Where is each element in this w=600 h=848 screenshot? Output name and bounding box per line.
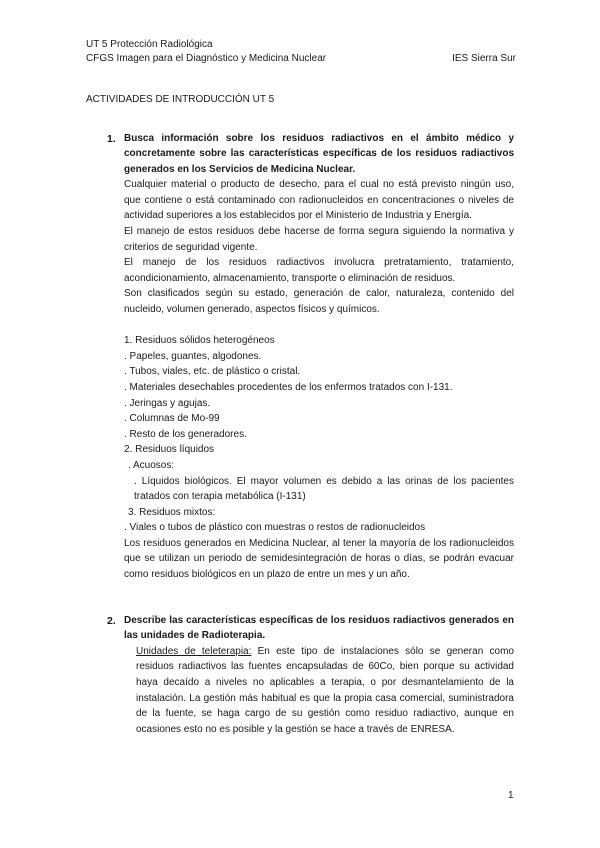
header-program: CFGS Imagen para el Diagnóstico y Medicina Nuclear [86, 53, 327, 64]
question-2-text: Describe las características específicas de los residuos radiactivos generados en las unidades de Radioterapia. [124, 615, 514, 642]
list-item: . Acuosos: [128, 459, 175, 471]
question-2-number: 2. [107, 615, 116, 627]
teletherapy-paragraph [124, 644, 514, 738]
page-number: 1 [508, 790, 514, 801]
question-2-section [124, 613, 514, 737]
teletherapy-label: Unidades de teleterapia: [136, 645, 252, 657]
list-item: 1. Residuos sólidos heterogéneos [124, 335, 275, 347]
q1-paragraph-definition: Cualquier material o producto de desecho, para el cual no está previsto ningún uso, que contiene o está contaminado con radionucleidos en concentraciones o niveles de actividad superiores a los establecidos por el Ministerio de Industria y Energía. [124, 179, 514, 222]
q1-paragraph-classification: Son clasificados según su estado, generación de calor, naturaleza, contenido del nucleido, volumen generado, aspectos físicos y químicos. [124, 288, 514, 315]
list-item: . Jeringas y agujas. [124, 397, 211, 409]
list-item: . Papeles, guantes, algodones. [124, 350, 262, 362]
question-1-section [124, 131, 514, 583]
list-item: . Tubos, viales, etc. de plástico o cristal. [124, 366, 301, 378]
list-item: 2. Residuos líquidos [124, 444, 215, 456]
list-item: . Columnas de Mo-99 [124, 413, 220, 425]
list-item: 3. Residuos mixtos: [128, 506, 216, 518]
header-course-unit: UT 5 Protección Radiológica [86, 39, 213, 50]
question-1-text: Busca información sobre los residuos radiactivos en el ámbito médico y concretamente sobre las características específicas de los residuos radiactivos generados en los Servicios de Medicina Nuclear. [124, 133, 514, 175]
q1-paragraph-handling: El manejo de estos residuos debe hacerse de forma segura siguiendo la normativa y criterios de seguridad vigente. [124, 226, 514, 253]
list-item: . Resto de los generadores. [124, 428, 247, 440]
q1-paragraph-nuclear-medicine: Los residuos generados en Medicina Nuclear, al tener la mayoría de los radionucleidos que se utilizan un periodo de semidesintegración de horas o días, se podrán evacuar como residuos biológicos en un plazo de entre un mes y un año. [124, 537, 514, 581]
list-item: . Materiales desechables procedentes de los enfermos tratados con I-131. [124, 381, 453, 393]
activities-title: ACTIVIDADES DE INTRODUCCIÓN UT 5 [86, 94, 275, 105]
teletherapy-text: En este tipo de instalaciones sólo se generan como residuos radiactivos las fuentes encapsuladas de 60Co, bien porque su actividad haya decaído a niveles no aplicables a terapia, o por desmantelamiento de la instalación. La gestión más habitual es que la propia casa comercial, suministradora de la fuente, se haga cargo de su gestión como residuo radiactivo, aunque en ocasiones esto no es posible y la gestión se hace a través de ENRESA. [136, 645, 514, 735]
question-1-number: 1. [107, 133, 116, 145]
list-item: . Viales o tubos de plástico con muestras o restos de radionucleidos [124, 522, 426, 534]
list-item-biological-liquids: . Líquidos biológicos. El mayor volumen es debido a las orinas de los pacientes tratados con terapia metabólica (I-131) [134, 475, 514, 503]
q1-paragraph-process: El manejo de los residuos radiactivos involucra pretratamiento, tratamiento, acondicionamiento, almacenamiento, transporte o eliminación de residuos. [124, 257, 514, 284]
header-school: IES Sierra Sur [452, 53, 516, 64]
